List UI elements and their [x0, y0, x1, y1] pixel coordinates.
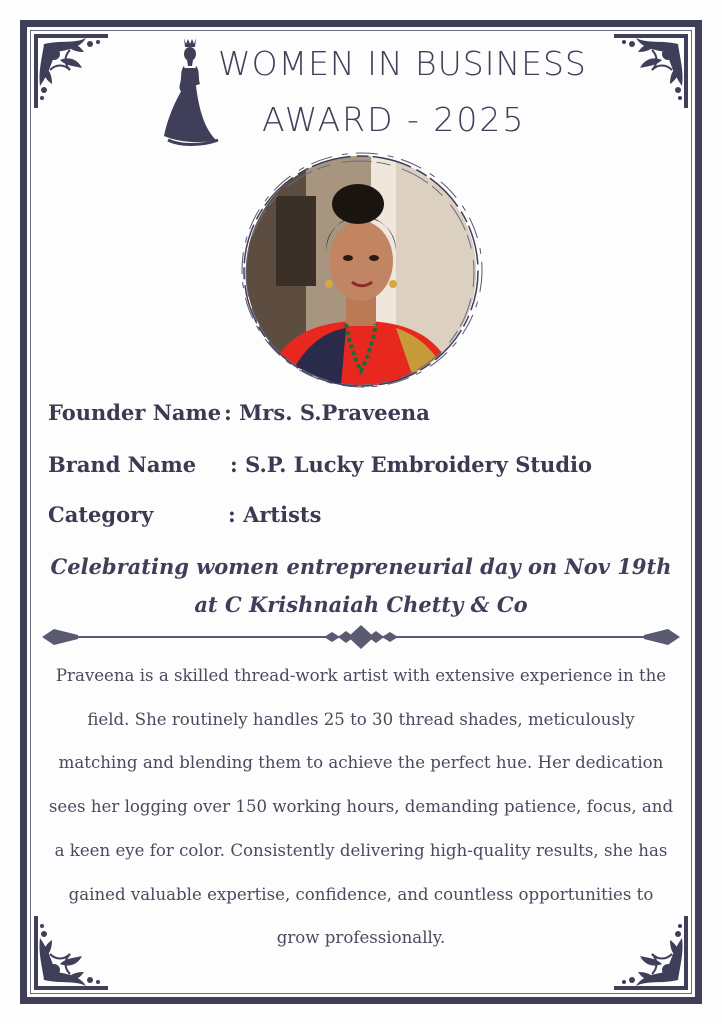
queen-silhouette-icon [158, 36, 222, 148]
floral-corner-icon [30, 30, 112, 112]
celebration-line-1: Celebrating women entrepreneurial day on Nov 19th [50, 554, 672, 579]
founder-name-label: Founder Name [48, 400, 222, 425]
brush-ring-icon [238, 152, 486, 390]
category-value: : Artists [228, 502, 322, 527]
founder-name-value: : Mrs. S.Praveena [224, 400, 430, 425]
ornamental-divider-icon [40, 624, 682, 650]
portrait-photo [238, 152, 486, 390]
brand-name-label: Brand Name [48, 452, 197, 477]
brand-name-row [48, 451, 592, 479]
description-paragraph: Praveena is a skilled thread-work artist with extensive experience in the field. She routinely handles 25 to 30 thread shades, meticulously matching and blending them to achieve the perfect hue. Her dedication sees her logging over 150 working hours, demanding patience, focus, and a keen eye for color. Consistently delivering high-quality results, she has gained valuable expertise, confidence, and countless opportunities to grow professionally. [48, 666, 674, 948]
floral-corner-icon [610, 30, 692, 112]
category-label: Category [48, 502, 154, 527]
award-title-line-2: AWARD - 2025 [262, 100, 526, 139]
award-title-line-1: WOMEN IN BUSINESS [218, 44, 587, 83]
celebration-line-2: at C Krishnaiah Chetty & Co [194, 592, 528, 617]
founder-name-row [48, 399, 430, 427]
brand-name-value: : S.P. Lucky Embroidery Studio [230, 452, 592, 477]
category-row [48, 501, 322, 529]
